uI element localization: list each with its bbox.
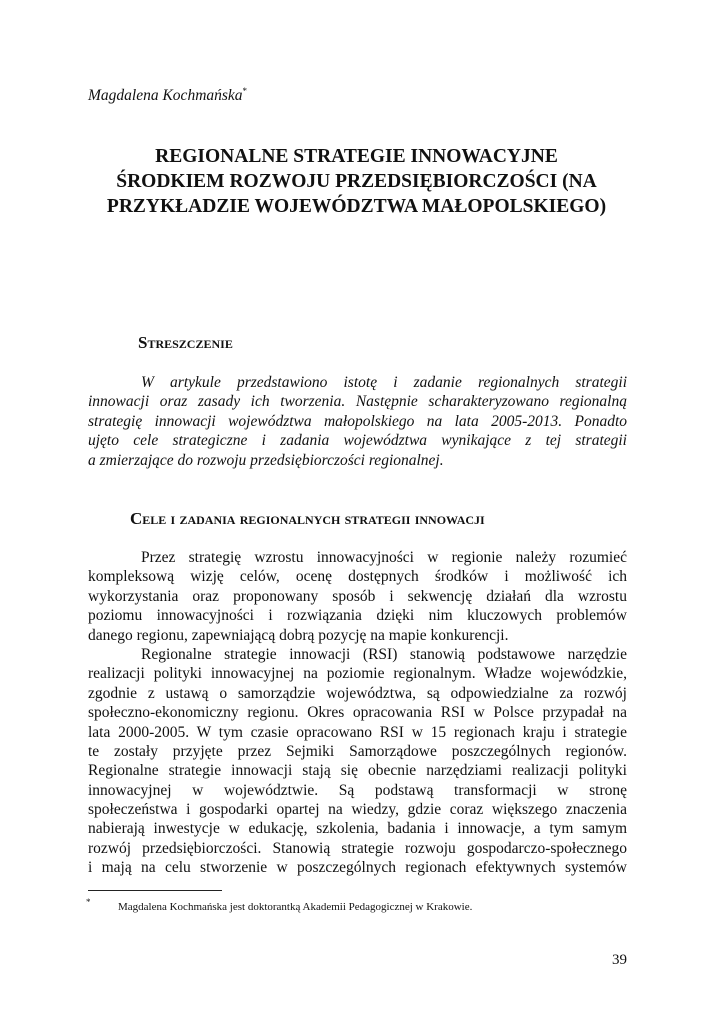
body-line: społeczeństwa i gospodarki opartej na wiedzy, gdzie coraz większego znaczenia <box>88 801 627 819</box>
title-line: PRZYKŁADZIE WOJEWÓDZTWA MAŁOPOLSKIEGO) <box>106 196 607 217</box>
body-line: realizacji polityki innowacyjnej na poziomie regionalnym. Władze wojewódzkie, <box>88 665 627 683</box>
body-line: Przez strategię wzrostu innowacyjności w regionie należy rozumieć <box>141 549 627 566</box>
body-line: kompleksową wizję celów, ocenę dostępnych środków i możliwość ich <box>88 568 627 586</box>
page-number: 39 <box>612 952 627 968</box>
article-title <box>80 144 633 219</box>
body-line: Regionalne strategie innowacji (RSI) stanowią podstawowe narzędzie <box>141 645 627 663</box>
footnote-text: Magdalena Kochmańska jest doktorantką Akademii Pedagogicznej w Krakowie. <box>118 901 473 913</box>
body-line: nabierają inwestycje w edukację, szkolenia, badania i innowacje, a tym samym <box>88 820 627 838</box>
author-footnote-mark: * <box>242 86 248 96</box>
footnote <box>86 897 473 913</box>
abstract-line: strategię innowacji województwa małopolskiego na lata 2005-2013. Ponadto <box>88 412 627 430</box>
abstract-heading: Streszczenie <box>138 333 233 352</box>
abstract-line: innowacji oraz zasady ich tworzenia. Następnie scharakteryzowano regionalną <box>88 393 627 411</box>
body-line: Regionalne strategie innowacji stają się obecnie narzędziami realizacji polityki <box>88 762 627 780</box>
body-line: poziomu innowacyjności i rozwiązania dzięki nim kluczowych problemów <box>88 607 627 625</box>
body-line: zgodnie z ustawą o samorządzie województwa, są odpowiedzialne za rozwój <box>88 684 627 702</box>
body-line: rozwój przedsiębiorczości. Stanowią strategie rozwoju gospodarczo-społecznego <box>88 839 627 857</box>
footnote-mark: * <box>86 897 91 907</box>
title-line: REGIONALNE STRATEGIE INNOWACYJNE <box>155 146 558 167</box>
section-heading: Cele i zadania regionalnych strategii innowacji <box>130 509 485 528</box>
abstract-line: ujęto cele strategiczne i zadania województwa wynikające z tej strategii <box>88 432 627 450</box>
body-line: te zostały przyjęte przez Sejmiki Samorządowe poszczególnych regionów. <box>88 742 627 760</box>
body-line: innowacyjnej w województwie. Są podstawą transformacji w stronę <box>88 781 627 799</box>
abstract-paragraph <box>88 373 627 470</box>
abstract-line: W artykule przedstawiono istotę i zadanie regionalnych strategii <box>141 374 627 391</box>
author-name: Magdalena Kochmańska* <box>88 86 248 105</box>
body-line: wykorzystania oraz proponowany sposób i sekwencję działań dla wzrostu <box>88 587 627 605</box>
title-line: ŚRODKIEM ROZWOJU PRZEDSIĘBIORCZOŚCI (NA <box>116 171 597 192</box>
body-line: i mają na celu stworzenie w poszczególnych regionach efektywnych systemów <box>88 859 627 877</box>
body-line: społeczno-ekonomiczny regionu. Okres opracowania RSI w Polsce przypadał na <box>88 704 627 722</box>
body-line: lata 2000-2005. W tym czasie opracowano RSI w 15 regionach kraju i strategie <box>88 723 627 741</box>
section-body <box>88 548 627 878</box>
abstract-line: a zmierzające do rozwoju przedsiębiorczości regionalnej. <box>88 451 444 469</box>
footnote-separator <box>88 890 222 891</box>
body-line: danego regionu, zapewniającą dobrą pozycję na mapie konkurencji. <box>88 626 509 644</box>
